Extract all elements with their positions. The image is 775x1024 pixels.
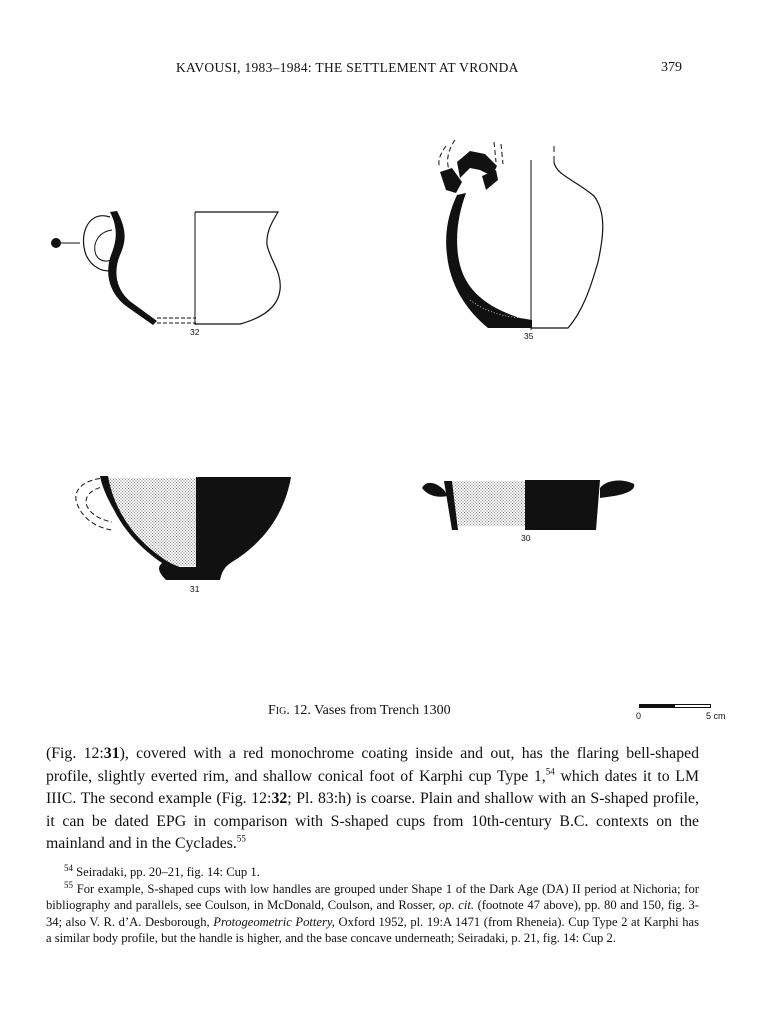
- vase-number-31: 31: [190, 584, 200, 594]
- footnote-54: [46, 864, 699, 881]
- footnotes: [46, 864, 699, 947]
- vase-32-drawing: [51, 211, 280, 337]
- figure-caption-text: Vases from Trench 1300: [314, 703, 451, 718]
- footnote-ref-55: 55: [236, 833, 246, 844]
- vase-number-30: 30: [521, 533, 531, 543]
- footnote-number: 55: [64, 879, 73, 890]
- vase-30-drawing: [422, 480, 634, 543]
- page-number: 379: [661, 60, 682, 75]
- footnote-text: Seiradaki, pp. 20–21, fig. 14: Cup 1.: [73, 865, 260, 879]
- vase-number-32: 32: [190, 327, 200, 337]
- figure-label: Fig. 12.: [268, 703, 311, 718]
- era-abbreviation: B.C.: [559, 812, 589, 830]
- footnote-text: Oxford 1952, pl. 19:A 1471 (from Rheneia). Cup Type 2 at Karphi has a similar body profile, but the handle is higher, and the base concave underneath; Seiradaki, p. 21, fig. 14: Cup 2.: [46, 914, 700, 945]
- text-run: which dates it to LM IIIC. The second example (Fig. 12:: [46, 767, 699, 807]
- text-run: contexts on the mainland and in the Cyclades.: [46, 812, 699, 852]
- scale-bar-graphic: [639, 704, 711, 708]
- figure-caption: [268, 703, 451, 719]
- body-paragraph: [46, 743, 699, 856]
- footnote-number: 54: [64, 862, 73, 873]
- vase-number-35: 35: [524, 331, 534, 341]
- footnote-italic: op. cit.: [438, 898, 474, 912]
- text-run: ), covered with a red monochrome coating inside and out, has the flaring bell-shaped profile, slightly everted rim, and shallow conical foot of Karphi cup Type 1,: [46, 745, 700, 785]
- footnote-55: [46, 881, 699, 947]
- footnote-text: (footnote 47 above), pp. 80 and 150, fig. 3-34; also V. R. d’A. Desborough,: [46, 898, 699, 929]
- footnote-ref-54: 54: [545, 766, 555, 777]
- vase-31-drawing: [76, 476, 291, 594]
- scale-bar: [636, 704, 746, 726]
- scale-end-label: 5 cm: [706, 711, 726, 721]
- footnote-italic: Protogeometric Pottery,: [213, 914, 335, 929]
- running-title: KAVOUSI, 1983–1984: THE SETTLEMENT AT VRONDA: [176, 60, 519, 75]
- figure-reference-32: 32: [271, 790, 288, 807]
- handle-section-32: [51, 238, 61, 248]
- scale-start-label: 0: [636, 711, 642, 721]
- footnote-text: For example, S-shaped cups with low handles are grouped under Shape 1 of the Dark Age (DA) II period at Nichoria; for bibliography and parallels, see Coulson, in McDonald, Coulson, and Rosser,: [46, 881, 699, 912]
- vase-35-drawing: [439, 140, 603, 341]
- figure-reference-31: 31: [103, 745, 120, 762]
- text-run: (Fig. 12:: [46, 745, 104, 762]
- text-run: ; Pl. 83:h) is coarse. Plain and shallow with an S-shaped profile, it can be dated EPG in comparison with S-shaped cups from 10th-century: [46, 790, 699, 830]
